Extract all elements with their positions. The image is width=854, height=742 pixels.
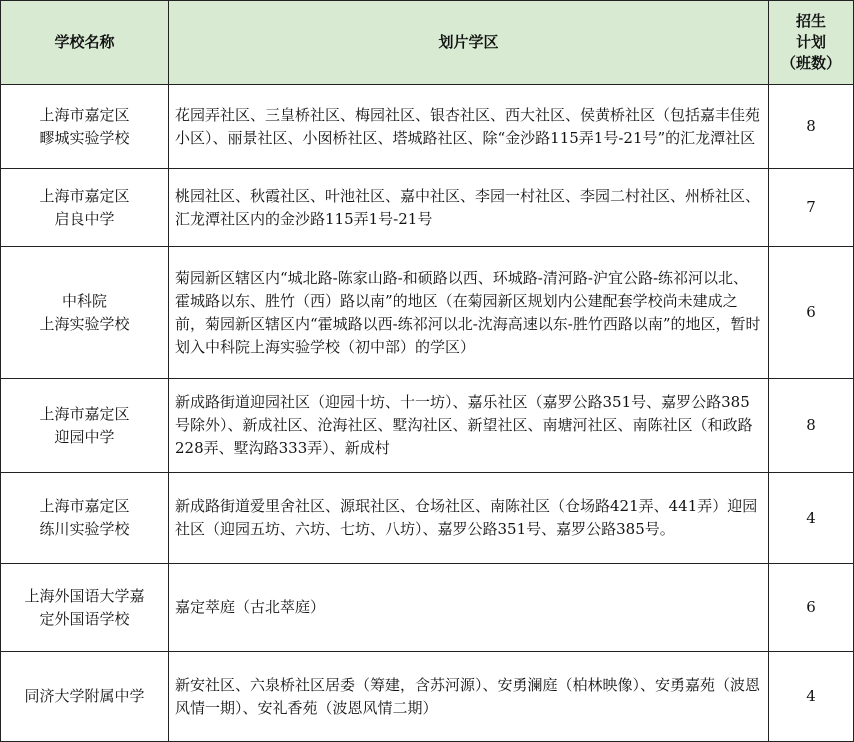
district-area: 花园弄社区、三皇桥社区、梅园社区、银杏社区、西大社区、侯黄桥社区（包括嘉丰佳苑小区）、丽景社区、小囡桥社区、塔城路社区、除“金沙路115弄1号-21号”的汇龙潭社区 [169,85,769,169]
school-name-line: 中科院 [61,291,107,310]
school-name-line: 上海外国语大学嘉 [24,586,145,605]
enrollment-plan: 8 [769,379,854,473]
school-name-line: 上海市嘉定区 [39,105,130,124]
school-name [1,564,169,652]
header-school: 学校名称 [1,1,169,85]
header-plan-line: 计划 [795,33,826,51]
header-plan-line: （班数） [780,54,841,72]
district-area: 菊园新区辖区内“城北路-陈家山路-和硕路以西、环城路-清河路-沪宜公路-练祁河以北、霍城路以东、胜竹（西）路以南”的地区（在菊园新区规划内公建配套学校尚未建成之前，菊园新区辖区内“霍城路以西-练祁河以北-沈海高速以东-胜竹西路以南”的地区，暂时划入中科院上海实验学校（初中部）的学区） [169,247,769,379]
district-area: 新成路街道迎园社区（迎园十坊、十一坊）、嘉乐社区（嘉罗公路351号、嘉罗公路385号除外）、新成社区、沧海社区、墅沟社区、新望社区、南塘河社区、南陈社区（和政路228弄、墅沟路333弄）、新成村 [169,379,769,473]
district-area: 新成路街道爱里舍社区、源珉社区、仓场社区、南陈社区（仓场路421弄、441弄）迎园社区（迎园五坊、六坊、七坊、八坊）、嘉罗公路351号、嘉罗公路385号。 [169,473,769,564]
table-row [1,85,854,169]
district-area: 桃园社区、秋霞社区、叶池社区、嘉中社区、李园一村社区、李园二村社区、州桥社区、汇龙潭社区内的金沙路115弄1号-21号 [169,169,769,247]
school-name [1,473,169,564]
school-name-line: 上海实验学校 [39,314,130,333]
table-row [1,652,854,742]
table-header-row [1,1,854,85]
enrollment-plan: 4 [769,652,854,742]
school-name-line: 上海市嘉定区 [39,186,130,205]
enrollment-plan: 8 [769,85,854,169]
school-name-line: 迎园中学 [54,427,115,446]
table-row [1,379,854,473]
header-plan [769,1,854,85]
school-name-line: 启良中学 [54,209,115,228]
school-name [1,85,169,169]
table-row [1,564,854,652]
header-area: 划片学区 [169,1,769,85]
school-name-line: 上海市嘉定区 [39,404,130,423]
header-plan-line: 招生 [795,12,826,30]
school-name-line: 同济大学附属中学 [24,687,145,705]
table-row [1,473,854,564]
enrollment-plan: 6 [769,564,854,652]
school-name-line: 定外国语学校 [39,609,130,628]
enrollment-plan: 6 [769,247,854,379]
table-row [1,247,854,379]
table-row [1,169,854,247]
school-name [1,379,169,473]
school-name-line: 疁城实验学校 [39,128,130,147]
school-name [1,652,169,742]
school-name-line: 练川实验学校 [39,520,130,538]
school-name [1,169,169,247]
enrollment-plan: 7 [769,169,854,247]
district-area: 嘉定萃庭（古北萃庭） [169,564,769,652]
school-name [1,247,169,379]
enrollment-plan: 4 [769,473,854,564]
school-name-line: 上海市嘉定区 [39,497,130,515]
district-area: 新安社区、六泉桥社区居委（筹建，含苏河源）、安勇澜庭（柏林映像）、安勇嘉苑（波恩风情一期）、安礼香苑（波恩风情二期） [169,652,769,742]
